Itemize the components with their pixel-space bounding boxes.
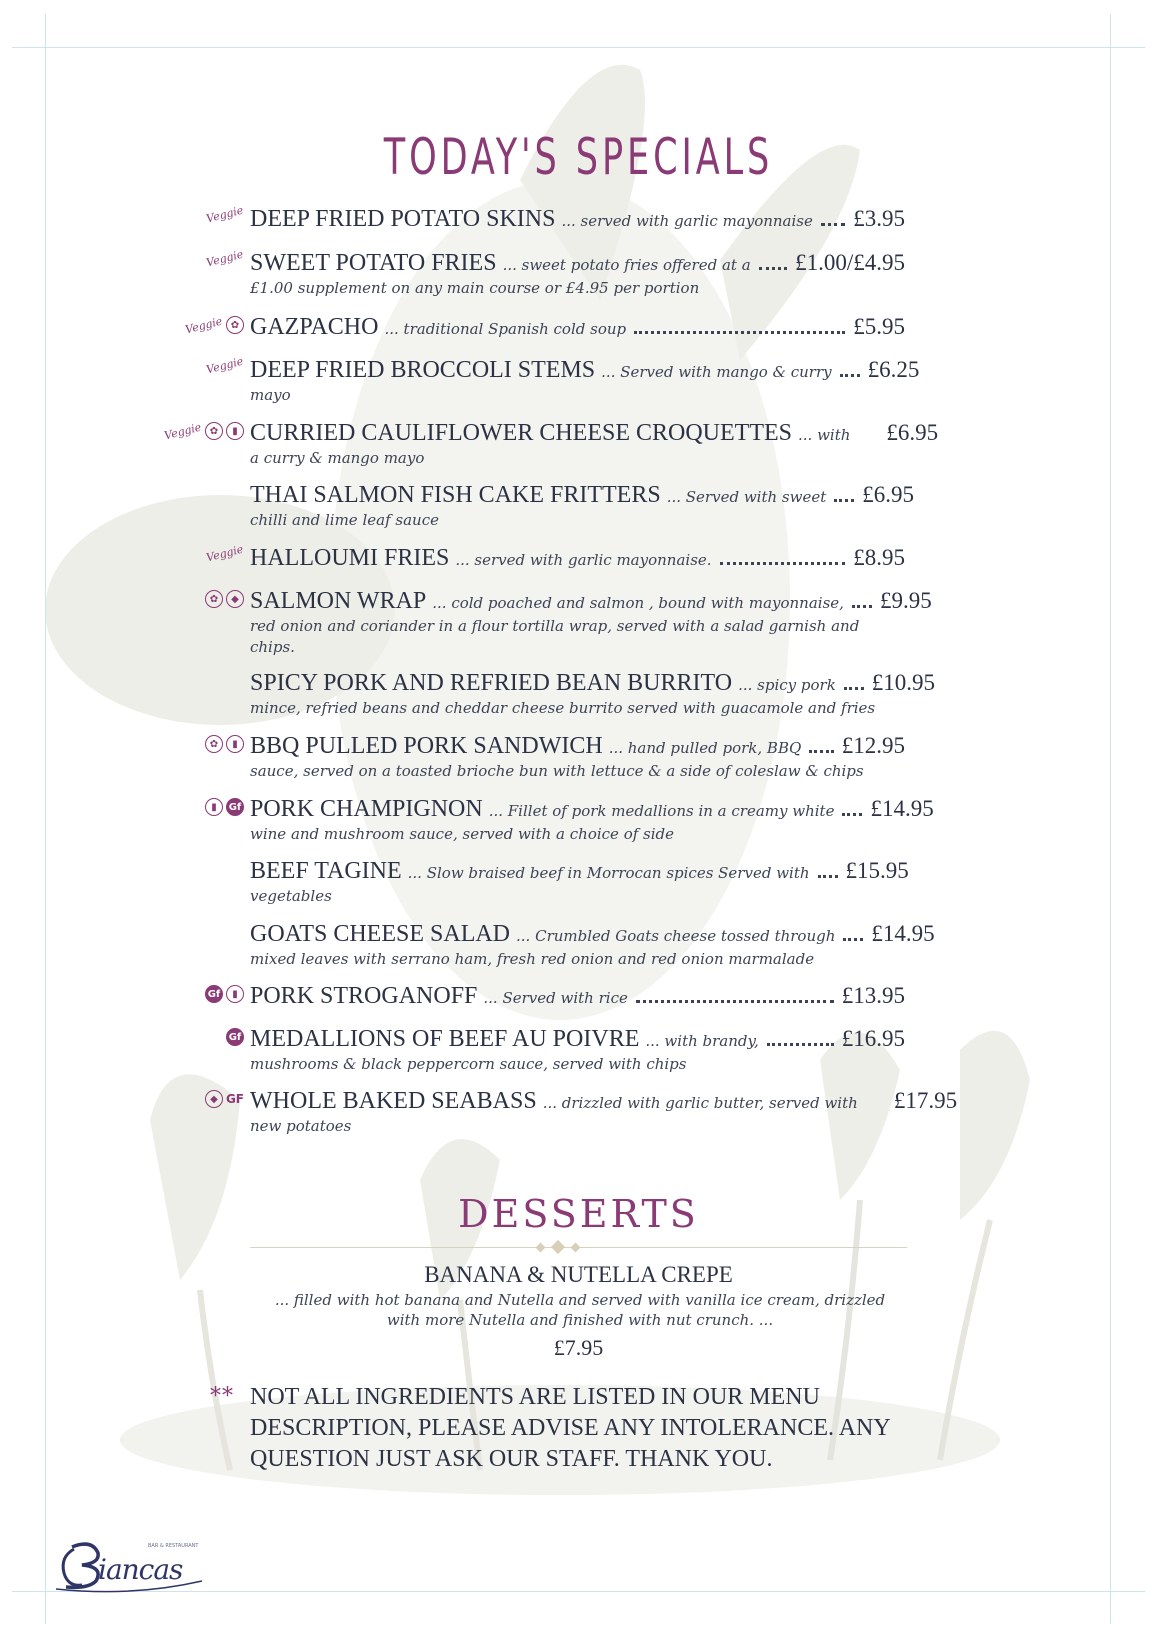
leader-dots	[767, 1043, 834, 1046]
menu-item	[211, 796, 934, 844]
veggie-icon: Veggie	[205, 203, 246, 226]
item-description-cont: a curry & mango mayo	[250, 449, 425, 467]
item-description-cont: new potatoes	[250, 1117, 352, 1135]
menu-item	[207, 983, 905, 1010]
fish-icon: ◆	[205, 1090, 223, 1108]
page-title: TODAY'S SPECIALS	[383, 128, 774, 186]
leader-dots	[809, 750, 833, 753]
menu-item	[205, 354, 920, 405]
leader-dots	[818, 875, 838, 878]
dietary-icons	[185, 316, 244, 334]
wheat-icon: ✿	[205, 735, 223, 753]
dietary-icons	[205, 985, 244, 1003]
item-description: ... Served with rice	[483, 989, 628, 1007]
item-price: £5.95	[853, 314, 905, 339]
menu-item	[250, 858, 909, 906]
item-price: £6.25	[867, 357, 920, 382]
biancas-logo	[52, 1535, 212, 1595]
veggie-icon: Veggie	[205, 542, 246, 565]
leader-dots	[843, 938, 863, 941]
logo-wordmark: iancas	[98, 1553, 183, 1586]
asterisk-icon: **	[210, 1384, 234, 1409]
item-name: WHOLE BAKED SEABASS	[250, 1088, 537, 1114]
leader-dots	[844, 687, 864, 690]
item-price: £6.95	[886, 420, 939, 445]
item-name: BEEF TAGINE	[250, 858, 402, 884]
leader-dots	[636, 1000, 834, 1003]
item-price: £16.95	[841, 1026, 905, 1051]
desserts-title: DESSERTS	[458, 1192, 699, 1236]
item-description: ... with brandy,	[645, 1032, 759, 1050]
item-name: PORK CHAMPIGNON	[250, 796, 483, 822]
item-description: ... served with garlic mayonnaise	[561, 212, 813, 230]
menu-item	[209, 588, 932, 657]
item-description-cont: mince, refried beans and cheddar cheese burrito served with guacamole and fries	[250, 699, 876, 717]
item-price: £14.95	[870, 796, 934, 821]
menu-item	[250, 921, 935, 969]
item-description: ... Served with sweet	[666, 488, 827, 506]
trim-line-left	[45, 14, 46, 1624]
leader-dots	[720, 562, 846, 565]
item-name: MEDALLIONS OF BEEF AU POIVRE	[250, 1026, 640, 1052]
item-price: £10.95	[871, 670, 936, 695]
milk-icon: ▮	[226, 422, 244, 440]
dietary-icons	[205, 247, 246, 270]
item-description-cont: £1.00 supplement on any main course or £4.95 per portion	[250, 279, 700, 297]
milk-icon: ▮	[226, 985, 244, 1003]
item-description-cont: sauce, served on a toasted brioche bun with lettuce & a side of coleslaw & chips	[250, 762, 864, 780]
dessert-name: BANANA & NUTELLA CREPE	[424, 1262, 733, 1287]
item-description: ... drizzled with garlic butter, served with	[542, 1094, 858, 1112]
menu-item	[205, 247, 905, 298]
allergen-notice: NOT ALL INGREDIENTS ARE LISTED IN OUR MENU DESCRIPTION, PLEASE ADVISE ANY INTOLERANCE. ANY QUESTION JUST ASK OUR STAFF. THANK YOU.	[250, 1384, 890, 1472]
item-name: SALMON WRAP	[250, 588, 427, 614]
leader-dots	[852, 605, 872, 608]
item-price: £9.95	[879, 588, 932, 613]
trim-line-right	[1110, 14, 1111, 1624]
veggie-icon: Veggie	[184, 314, 225, 336]
item-description-cont: chips.	[250, 638, 295, 656]
leader-dots	[866, 1105, 886, 1108]
item-price: £12.95	[841, 733, 905, 758]
gluten-free-icon: Gf	[205, 985, 223, 1003]
wheat-icon: ✿	[205, 422, 223, 440]
item-price: £17.95	[893, 1088, 958, 1113]
item-description: ... spicy pork	[738, 676, 836, 694]
item-name: SPICY PORK AND REFRIED BEAN BURRITO	[250, 670, 733, 696]
item-price: £15.95	[845, 858, 909, 883]
dietary-icons	[205, 590, 244, 608]
item-description: ... with	[798, 426, 851, 444]
dietary-icons	[205, 203, 246, 226]
item-description-cont: wine and mushroom sauce, served with a choice of side	[250, 825, 675, 843]
fish-icon: ◆	[226, 590, 244, 608]
gluten-free-icon: GF	[225, 1092, 244, 1106]
gluten-free-icon: Gf	[226, 1028, 244, 1046]
item-name: GOATS CHEESE SALAD	[250, 921, 511, 947]
item-name: DEEP FRIED BROCCOLI STEMS	[250, 357, 596, 383]
veggie-icon: Veggie	[163, 420, 204, 442]
dietary-icons	[205, 1090, 244, 1108]
milk-icon: ▮	[226, 735, 244, 753]
item-description: ... Fillet of pork medallions in a creamy white	[488, 802, 835, 820]
item-description: ... Served with mango & curry	[601, 363, 832, 381]
dessert-price: £7.95	[553, 1335, 604, 1360]
item-description-cont: mixed leaves with serrano ham, fresh red onion and red onion marmalade	[250, 950, 815, 968]
menu-item	[205, 203, 905, 233]
leader-dots	[858, 437, 878, 440]
item-name: DEEP FRIED POTATO SKINS	[250, 206, 556, 232]
item-description: ... sweet potato fries offered at a	[502, 256, 751, 274]
veggie-icon: Veggie	[205, 247, 246, 270]
menu-item	[250, 670, 936, 718]
item-name: HALLOUMI FRIES	[250, 545, 450, 571]
item-description: ... traditional Spanish cold soup	[384, 320, 627, 338]
item-name: BBQ PULLED PORK SANDWICH	[250, 733, 603, 759]
dietary-icons	[164, 422, 244, 440]
item-price: £13.95	[841, 983, 905, 1008]
dietary-icons	[205, 542, 246, 565]
item-price: £8.95	[853, 545, 905, 570]
leader-dots	[821, 223, 845, 226]
leader-dots	[840, 374, 860, 377]
item-price: £1.00/£4.95	[795, 250, 905, 275]
item-name: PORK STROGANOFF	[250, 983, 478, 1009]
item-description-cont: chilli and lime leaf sauce	[250, 511, 439, 529]
item-name: SWEET POTATO FRIES	[250, 250, 497, 276]
item-name: THAI SALMON FISH CAKE FRITTERS	[250, 482, 661, 508]
menu-item	[184, 314, 905, 341]
menu-item	[163, 420, 939, 468]
gluten-free-icon: Gf	[226, 798, 244, 816]
item-description-cont: red onion and coriander in a flour tortilla wrap, served with a salad garnish and	[250, 617, 860, 635]
leader-dots	[759, 267, 787, 270]
leader-dots	[834, 499, 854, 502]
item-price: £14.95	[871, 921, 935, 946]
item-description: ... served with garlic mayonnaise.	[455, 551, 712, 569]
item-name: GAZPACHO	[250, 314, 379, 340]
item-price: £3.95	[853, 206, 905, 231]
leader-dots	[634, 331, 845, 334]
item-description-cont: vegetables	[250, 887, 332, 905]
trim-line-top	[12, 47, 1145, 48]
veggie-icon: Veggie	[205, 354, 246, 377]
menu-item	[205, 542, 905, 572]
item-description: ... Crumbled Goats cheese tossed through	[516, 927, 836, 945]
item-description: ... cold poached and salmon , bound with mayonnaise,	[432, 594, 844, 612]
wheat-icon: ✿	[226, 316, 244, 334]
item-description: ... Slow braised beef in Morrocan spices Served with	[407, 864, 810, 882]
item-name: CURRIED CAULIFLOWER CHEESE CROQUETTES	[250, 420, 792, 446]
dietary-icons	[205, 354, 246, 377]
item-description-cont: mushrooms & black peppercorn sauce, served with chips	[250, 1055, 687, 1073]
milk-icon: ▮	[205, 798, 223, 816]
item-description: ... hand pulled pork, BBQ	[608, 739, 802, 757]
dietary-icons	[205, 735, 244, 753]
leader-dots	[842, 813, 862, 816]
item-description-cont: mayo	[250, 386, 291, 404]
logo-tagline: BAR & RESTAURANT	[148, 1543, 199, 1549]
dietary-icons	[205, 798, 244, 816]
dietary-icons	[226, 1028, 244, 1046]
menu-item	[228, 1026, 905, 1074]
dessert-description: ... filled with hot banana and Nutella and served with vanilla ice cream, drizzled with more Nutella and finished with nut crunch. ...	[274, 1291, 886, 1329]
menu-item	[210, 1088, 958, 1136]
item-price: £6.95	[862, 482, 914, 507]
menu-item	[209, 733, 905, 781]
wheat-icon: ✿	[205, 590, 223, 608]
menu-item	[250, 482, 914, 530]
